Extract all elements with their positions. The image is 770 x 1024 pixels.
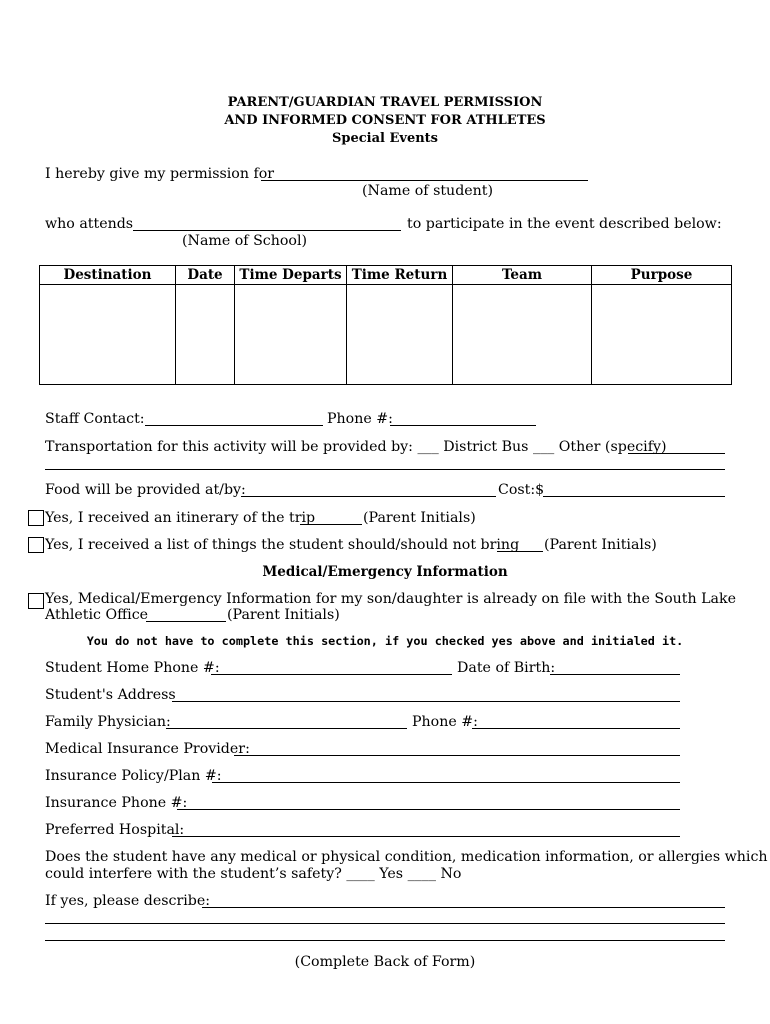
student-name-field[interactable]: [261, 180, 588, 181]
school-name-caption: (Name of School): [182, 233, 308, 249]
bring-list-initials-field[interactable]: [497, 551, 543, 552]
describe-field[interactable]: [202, 907, 725, 908]
student-name-caption: (Name of student): [362, 183, 494, 199]
home-phone-field[interactable]: [211, 674, 452, 675]
home-phone-label: Student Home Phone #:: [45, 660, 220, 676]
col-team: Team: [453, 266, 592, 285]
purpose-cell[interactable]: [592, 285, 732, 385]
table-row: [40, 285, 732, 385]
itinerary-initials-field[interactable]: [300, 524, 362, 525]
insurance-phone-field[interactable]: [177, 809, 680, 810]
condition-question-line-1: Does the student have any medical or physical condition, medication information, or allergies which: [45, 849, 768, 865]
transport-text: Transportation for this activity will be provided by: ___ District Bus ___ Other (specify): [45, 439, 667, 455]
form-title-line-2: AND INFORMED CONSENT FOR ATHLETES: [224, 113, 546, 128]
dob-field[interactable]: [550, 674, 680, 675]
skip-section-notice: You do not have to complete this section, if you checked yes above and initialed it.: [86, 634, 684, 648]
table-header-row: [40, 266, 732, 285]
col-date: Date: [176, 266, 235, 285]
describe-extra-line-2[interactable]: [45, 940, 725, 941]
form-title-line-1: PARENT/GUARDIAN TRAVEL PERMISSION: [227, 95, 543, 110]
cost-field[interactable]: [543, 496, 725, 497]
staff-contact-label: Staff Contact:: [45, 411, 145, 427]
physician-label: Family Physician:: [45, 714, 171, 730]
itinerary-checkbox[interactable]: [28, 510, 44, 526]
describe-extra-line-1[interactable]: [45, 923, 725, 924]
trip-details-table: [39, 265, 732, 385]
form-subtitle: Special Events: [332, 131, 438, 146]
address-label: Student's Address: [45, 687, 176, 703]
physician-field[interactable]: [166, 728, 407, 729]
physician-phone-field[interactable]: [472, 728, 680, 729]
hospital-field[interactable]: [172, 836, 680, 837]
cost-label: Cost:$: [498, 482, 545, 498]
on-file-initials-caption: (Parent Initials): [227, 607, 340, 623]
itinerary-initials-caption: (Parent Initials): [363, 510, 476, 526]
transport-other-field[interactable]: [628, 453, 725, 454]
time-return-cell[interactable]: [347, 285, 453, 385]
food-field[interactable]: [241, 496, 496, 497]
insurance-provider-label: Medical Insurance Provider:: [45, 741, 250, 757]
col-purpose: Purpose: [592, 266, 732, 285]
on-file-initials-field[interactable]: [146, 621, 226, 622]
school-name-field[interactable]: [133, 230, 401, 231]
describe-label: If yes, please describe:: [45, 893, 211, 909]
medical-on-file-checkbox[interactable]: [28, 593, 44, 609]
food-label: Food will be provided at/by:: [45, 482, 246, 498]
transport-extra-line[interactable]: [45, 469, 725, 470]
bring-list-initials-caption: (Parent Initials): [544, 537, 657, 553]
participate-text: to participate in the event described below:: [407, 216, 722, 232]
policy-label: Insurance Policy/Plan #:: [45, 768, 222, 784]
physician-phone-label: Phone #:: [412, 714, 478, 730]
condition-question-line-2: could interfere with the student’s safety? ____ Yes ____ No: [45, 866, 462, 882]
attends-label: who attends: [45, 216, 134, 232]
col-time-departs: Time Departs: [235, 266, 347, 285]
col-time-return: Time Return: [347, 266, 453, 285]
date-cell[interactable]: [176, 285, 235, 385]
bring-list-text: Yes, I received a list of things the student should/should not bring: [45, 537, 520, 553]
staff-phone-label: Phone #:: [327, 411, 393, 427]
staff-contact-field[interactable]: [145, 425, 323, 426]
time-departs-cell[interactable]: [235, 285, 347, 385]
permission-label: I hereby give my permission for: [45, 166, 275, 182]
team-cell[interactable]: [453, 285, 592, 385]
medical-heading: Medical/Emergency Information: [262, 564, 508, 580]
bring-list-checkbox[interactable]: [28, 537, 44, 553]
col-destination: Destination: [40, 266, 176, 285]
staff-phone-field[interactable]: [390, 425, 536, 426]
insurance-provider-field[interactable]: [234, 755, 680, 756]
address-field[interactable]: [172, 701, 680, 702]
hospital-label: Preferred Hospital:: [45, 822, 185, 838]
policy-field[interactable]: [212, 782, 680, 783]
on-file-text-line-2: Athletic Office: [45, 607, 149, 623]
dob-label: Date of Birth:: [457, 660, 556, 676]
complete-back-note: (Complete Back of Form): [294, 954, 476, 970]
insurance-phone-label: Insurance Phone #:: [45, 795, 188, 811]
on-file-text-line-1: Yes, Medical/Emergency Information for my son/daughter is already on file with the South Lake: [45, 591, 736, 607]
itinerary-text: Yes, I received an itinerary of the trip: [45, 510, 316, 526]
destination-cell[interactable]: [40, 285, 176, 385]
